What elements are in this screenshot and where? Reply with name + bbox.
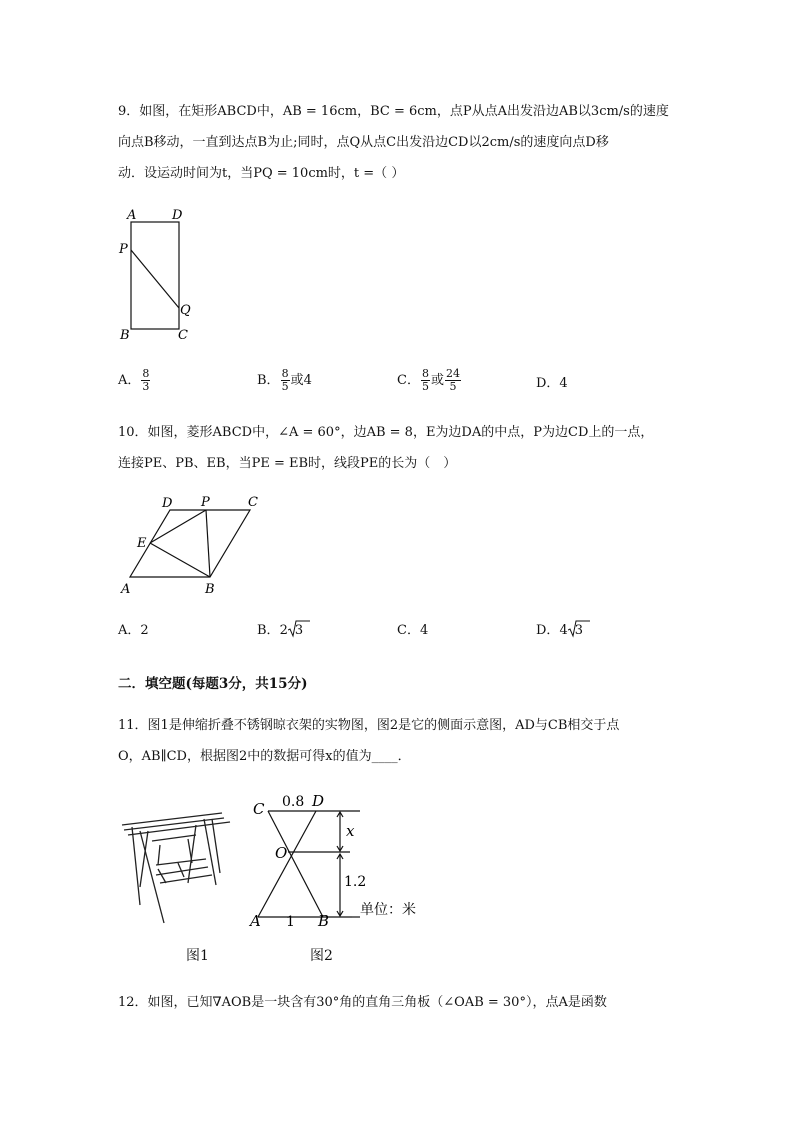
q10-option-a: A．2 xyxy=(118,623,149,638)
label-q: Q xyxy=(180,303,191,318)
segment-pb xyxy=(206,510,210,577)
q9-line1: 9．如图，在矩形ABCD中，AB = 16cm，BC = 6cm，点P从点A出发沿边AB以3cm/s的速度 xyxy=(118,104,669,119)
fig2-side-schematic xyxy=(240,790,440,938)
label-unit: 单位：米 xyxy=(360,902,416,918)
label-x: x xyxy=(346,822,355,840)
q10-rhombus-figure xyxy=(112,490,272,600)
fig1-caption: 图1 xyxy=(186,948,209,964)
section-heading: 二．填空题(每题3分，共15分) xyxy=(118,676,308,692)
label-p: P xyxy=(119,242,128,257)
q9-line3: 动．设运动时间为t，当PQ = 10cm时，t =（ ） xyxy=(118,166,405,181)
q10-option-c: C．4 xyxy=(397,623,429,638)
label-a: A xyxy=(127,208,137,223)
fraction: $\frac{8}{5}$ xyxy=(281,367,289,393)
fig1-clothes-rack-sketch xyxy=(118,805,236,930)
label-c: C xyxy=(178,328,188,343)
segment-da xyxy=(258,811,316,917)
sqrt: 3 xyxy=(288,622,303,640)
label-c: C xyxy=(253,800,265,818)
q10-option-b: B．2 3 xyxy=(257,622,303,640)
q9-option-b: B． $\frac{8}{5}$ 或4 xyxy=(257,367,312,393)
q9-rectangle-figure xyxy=(110,202,210,352)
label-p: P xyxy=(201,495,210,510)
fig2-caption: 图2 xyxy=(310,948,333,964)
segment-pe xyxy=(150,510,206,543)
label-e: E xyxy=(137,536,147,551)
label-1-2: 1.2 xyxy=(344,874,367,890)
q9-option-c: C． $\frac{8}{5}$ 或 $\frac{24}{5}$ xyxy=(397,367,460,393)
q10-line2: 连接PE、PB、EB，当PE = EB时，线段PE的长为（ ） xyxy=(118,456,457,471)
label-b: B xyxy=(205,582,215,597)
label-b: B xyxy=(120,328,130,343)
label-a: A xyxy=(121,582,131,597)
q9-line2: 向点B移动，一直到达点B为止;同时，点Q从点C出发沿边CD以2cm/s的速度向点D移 xyxy=(118,135,609,150)
q11-line1: 11．图1是伸缩折叠不锈钢晾衣架的实物图，图2是它的侧面示意图，AD与CB相交于点 xyxy=(118,718,620,733)
label-o: O xyxy=(275,844,288,862)
q11-line2: O，AB∥CD，根据图2中的数据可得x的值为____． xyxy=(118,749,411,764)
label-top-length: 0.8 xyxy=(282,794,305,810)
fraction: $\frac{24}{5}$ xyxy=(445,367,460,393)
q10-line1: 10．如图，菱形ABCD中，∠A = 60°，边AB = 8，E为边DA的中点，P为边CD上的一点， xyxy=(118,425,654,440)
fraction: $\frac{8}{5}$ xyxy=(421,367,429,393)
q9-option-d: D．4 xyxy=(536,376,568,391)
q10-option-d: D．4 3 xyxy=(536,622,583,640)
label-d: D xyxy=(172,208,183,223)
sqrt: 3 xyxy=(568,622,583,640)
q12-line1: 12．如图，已知∇AOB是一块含有30°角的直角三角板（∠OAB = 30°），点A是函数 xyxy=(118,995,607,1010)
segment-eb xyxy=(150,543,210,577)
fraction: $\frac{8}{3}$ xyxy=(142,367,150,393)
segment-cb xyxy=(268,811,323,917)
label-d: D xyxy=(162,496,173,511)
rectangle-abcd xyxy=(131,222,179,329)
label-b: B xyxy=(318,912,330,930)
label-a: A xyxy=(250,912,261,930)
label-bottom-length: 1 xyxy=(286,914,295,930)
label-d: D xyxy=(312,792,325,810)
label-c: C xyxy=(248,495,258,510)
q9-option-a: A． $\frac{8}{3}$ xyxy=(118,367,150,393)
segment-pq xyxy=(131,250,179,308)
